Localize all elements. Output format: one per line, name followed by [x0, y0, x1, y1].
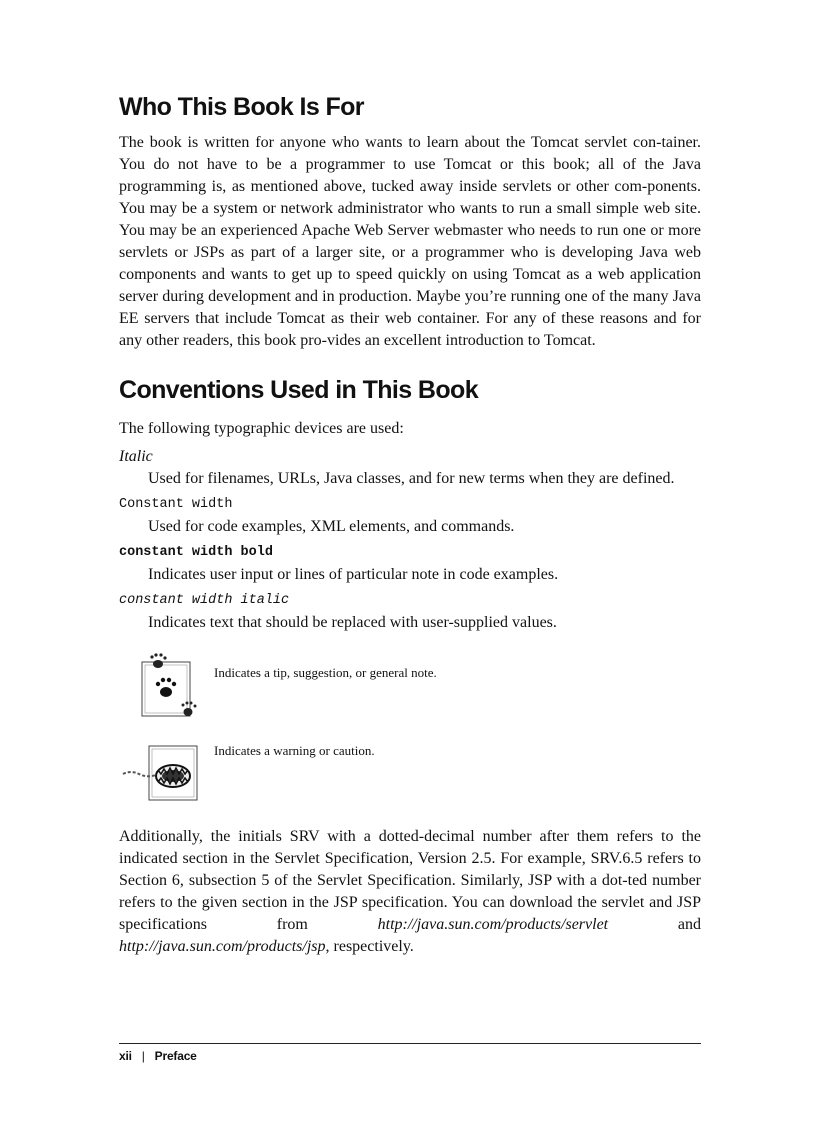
- footer-label: [119, 1049, 701, 1063]
- warning-text: Indicates a warning or caution.: [214, 743, 375, 758]
- convention-term-constant-width: Constant width: [119, 497, 233, 512]
- page-footer: [119, 1043, 701, 1063]
- convention-desc-italic: Used for filenames, URLs, Java classes, and for new terms when they are defined.: [148, 470, 675, 487]
- closing-paragraph: [119, 826, 701, 958]
- convention-desc-constant-width: Used for code examples, XML elements, and commands.: [148, 518, 515, 535]
- convention-term-constant-width-bold: constant width bold: [119, 545, 273, 560]
- servlet-spec-link[interactable]: http://java.sun.com/products/servlet: [377, 916, 609, 933]
- tip-note: [119, 646, 701, 736]
- warning-note: [119, 740, 701, 812]
- convention-desc-constant-width-italic: Indicates text that should be replaced with user-supplied values.: [148, 614, 557, 631]
- footer-rule: [119, 1043, 701, 1044]
- page-number: xii: [119, 1049, 132, 1063]
- convention-term-italic: Italic: [119, 448, 153, 465]
- conventions-intro: The following typographic devices are used:: [119, 420, 404, 437]
- tip-text: Indicates a tip, suggestion, or general note.: [214, 665, 437, 680]
- conventions-list: [119, 446, 701, 634]
- closing-text: Additionally, the initials SRV with a dotted-decimal number after them refers to the indicated section in the Servlet Specification, Version 2.5. For example, SRV.6.5 refers to Section 6, subsection 5 of the Servlet Specification. Similarly, JSP with a dot-ted number refers to the given section in the JSP specification. You can download the servlet and JSP specifications from: [119, 828, 701, 933]
- section-heading-audience: Who This Book Is For: [119, 93, 364, 121]
- closing-end: , respectively.: [325, 938, 414, 955]
- footer-separator: |: [141, 1049, 145, 1063]
- convention-term-constant-width-italic: constant width italic: [119, 593, 290, 608]
- audience-paragraph: The book is written for anyone who wants to learn about the Tomcat servlet con-tainer. You do not have to be a programmer to use Tomcat or this book; all of the Java programming is, as mentioned above, tucked away inside servlets or other com-ponents. You may be a system or network administrator who wants to run a small simple web site. You may be an experienced Apache Web Server webmaster who needs to run one or more servlets or JSPs as part of a larger site, or a programmer who is developing Java web components and wants to get up to speed quickly on using Tomcat as a web application server during development and in production. Maybe you’re running one of the many Java EE servers that include Tomcat as their web container. For any of these reasons and for any other readers, this book pro-vides an excellent introduction to Tomcat.: [119, 134, 701, 349]
- tip-paw-print-icon: [136, 652, 208, 724]
- jsp-spec-link[interactable]: http://java.sun.com/products/jsp: [119, 938, 326, 955]
- footer-section: Preface: [154, 1049, 197, 1063]
- warning-trap-icon: [121, 744, 199, 804]
- convention-desc-constant-width-bold: Indicates user input or lines of particular note in code examples.: [148, 566, 559, 583]
- section-heading-conventions: Conventions Used in This Book: [119, 376, 479, 404]
- closing-and: and: [608, 916, 701, 933]
- page-content: [119, 84, 701, 958]
